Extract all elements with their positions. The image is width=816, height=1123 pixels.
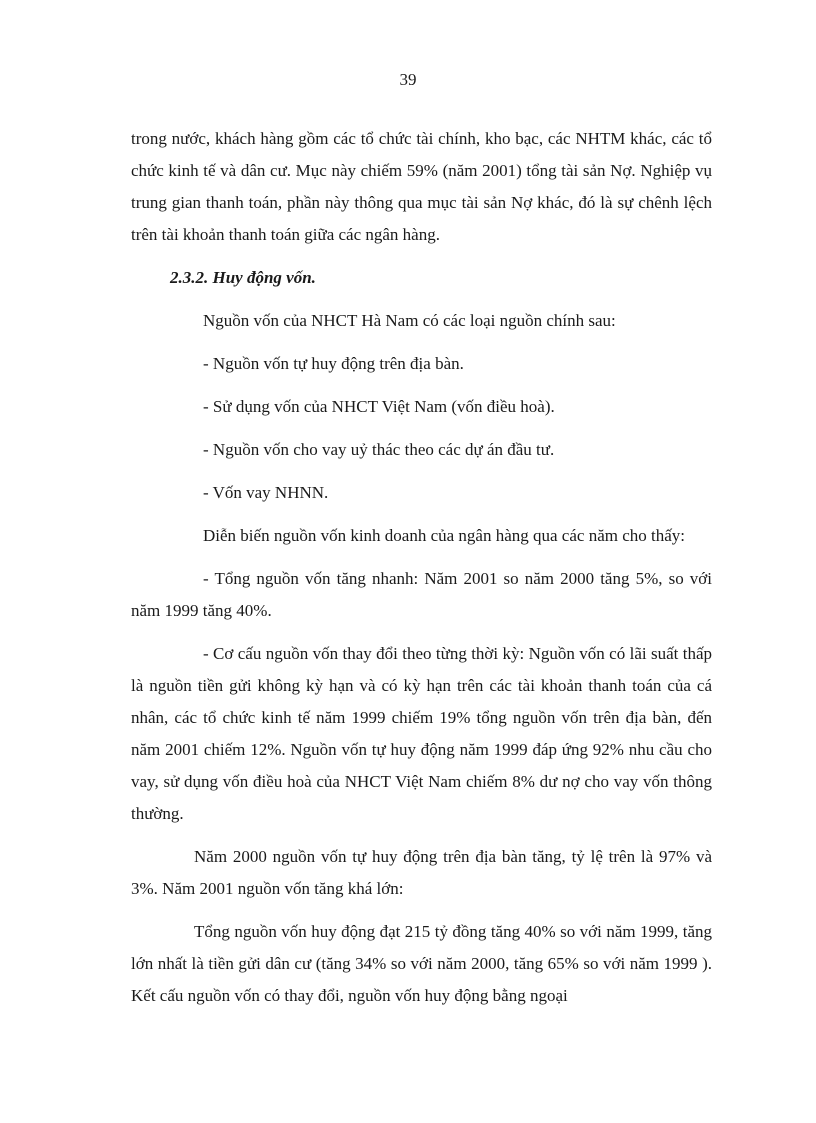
paragraph-trend-intro: Diễn biến nguồn vốn kinh doanh của ngân hàng qua các năm cho thấy: (203, 526, 686, 545)
page-number: 39 (399, 70, 417, 89)
paragraph-total-growth: - Tổng nguồn vốn tăng nhanh: Năm 2001 so năm 2000 tăng 5%, so với năm 1999 tăng 40%. (131, 569, 712, 620)
paragraph-year-2000: Năm 2000 nguồn vốn tự huy động trên địa bàn tăng, tỷ lệ trên là 97% và 3%. Năm 2001 nguồn vốn tăng khá lớn: (131, 847, 712, 898)
paragraph-intro: trong nước, khách hàng gồm các tổ chức tài chính, kho bạc, các NHTM khác, các tổ chức kinh tế và dân cư. Mục này chiếm 59% (năm 2001) tổng tài sản Nợ. Nghiệp vụ trung gian thanh toán, phần này thông qua mục tài sản Nợ khác, đó là sự chênh lệch trên tài khoản thanh toán giữa các ngân hàng. (131, 129, 712, 244)
paragraph-sources-intro: Nguồn vốn của NHCT Hà Nam có các loại nguồn chính sau: (203, 311, 616, 330)
list-item-source-1: - Nguồn vốn tự huy động trên địa bàn. (203, 354, 464, 373)
section-heading: 2.3.2. Huy động vốn. (170, 268, 316, 287)
list-item-source-4: - Vốn vay NHNN. (203, 483, 329, 502)
paragraph-total-mobilized: Tổng nguồn vốn huy động đạt 215 tỷ đồng tăng 40% so với năm 1999, tăng lớn nhất là tiền gửi dân cư (tăng 34% so với năm 2000, tăng 65% so với năm 1999 ). Kết cấu nguồn vốn có thay đổi, nguồn vốn huy động bằng ngoại (131, 922, 712, 1005)
paragraph-structure-change: - Cơ cấu nguồn vốn thay đổi theo từng thời kỳ: Nguồn vốn có lãi suất thấp là nguồn tiền gửi không kỳ hạn và có kỳ hạn trên các tài khoản thanh toán của cá nhân, các tổ chức kinh tế năm 1999 chiếm 19% tổng nguồn vốn trên địa bàn, đến năm 2001 chiếm 12%. Nguồn vốn tự huy động năm 1999 đáp ứng 92% nhu cầu cho vay, sử dụng vốn điều hoà của NHCT Việt Nam chiếm 8% dư nợ cho vay vốn thông thường. (131, 644, 712, 823)
list-item-source-3: - Nguồn vốn cho vay uỷ thác theo các dự án đầu tư. (203, 440, 555, 459)
body-text (131, 123, 712, 1023)
list-item-source-2: - Sử dụng vốn của NHCT Việt Nam (vốn điều hoà). (203, 397, 555, 416)
